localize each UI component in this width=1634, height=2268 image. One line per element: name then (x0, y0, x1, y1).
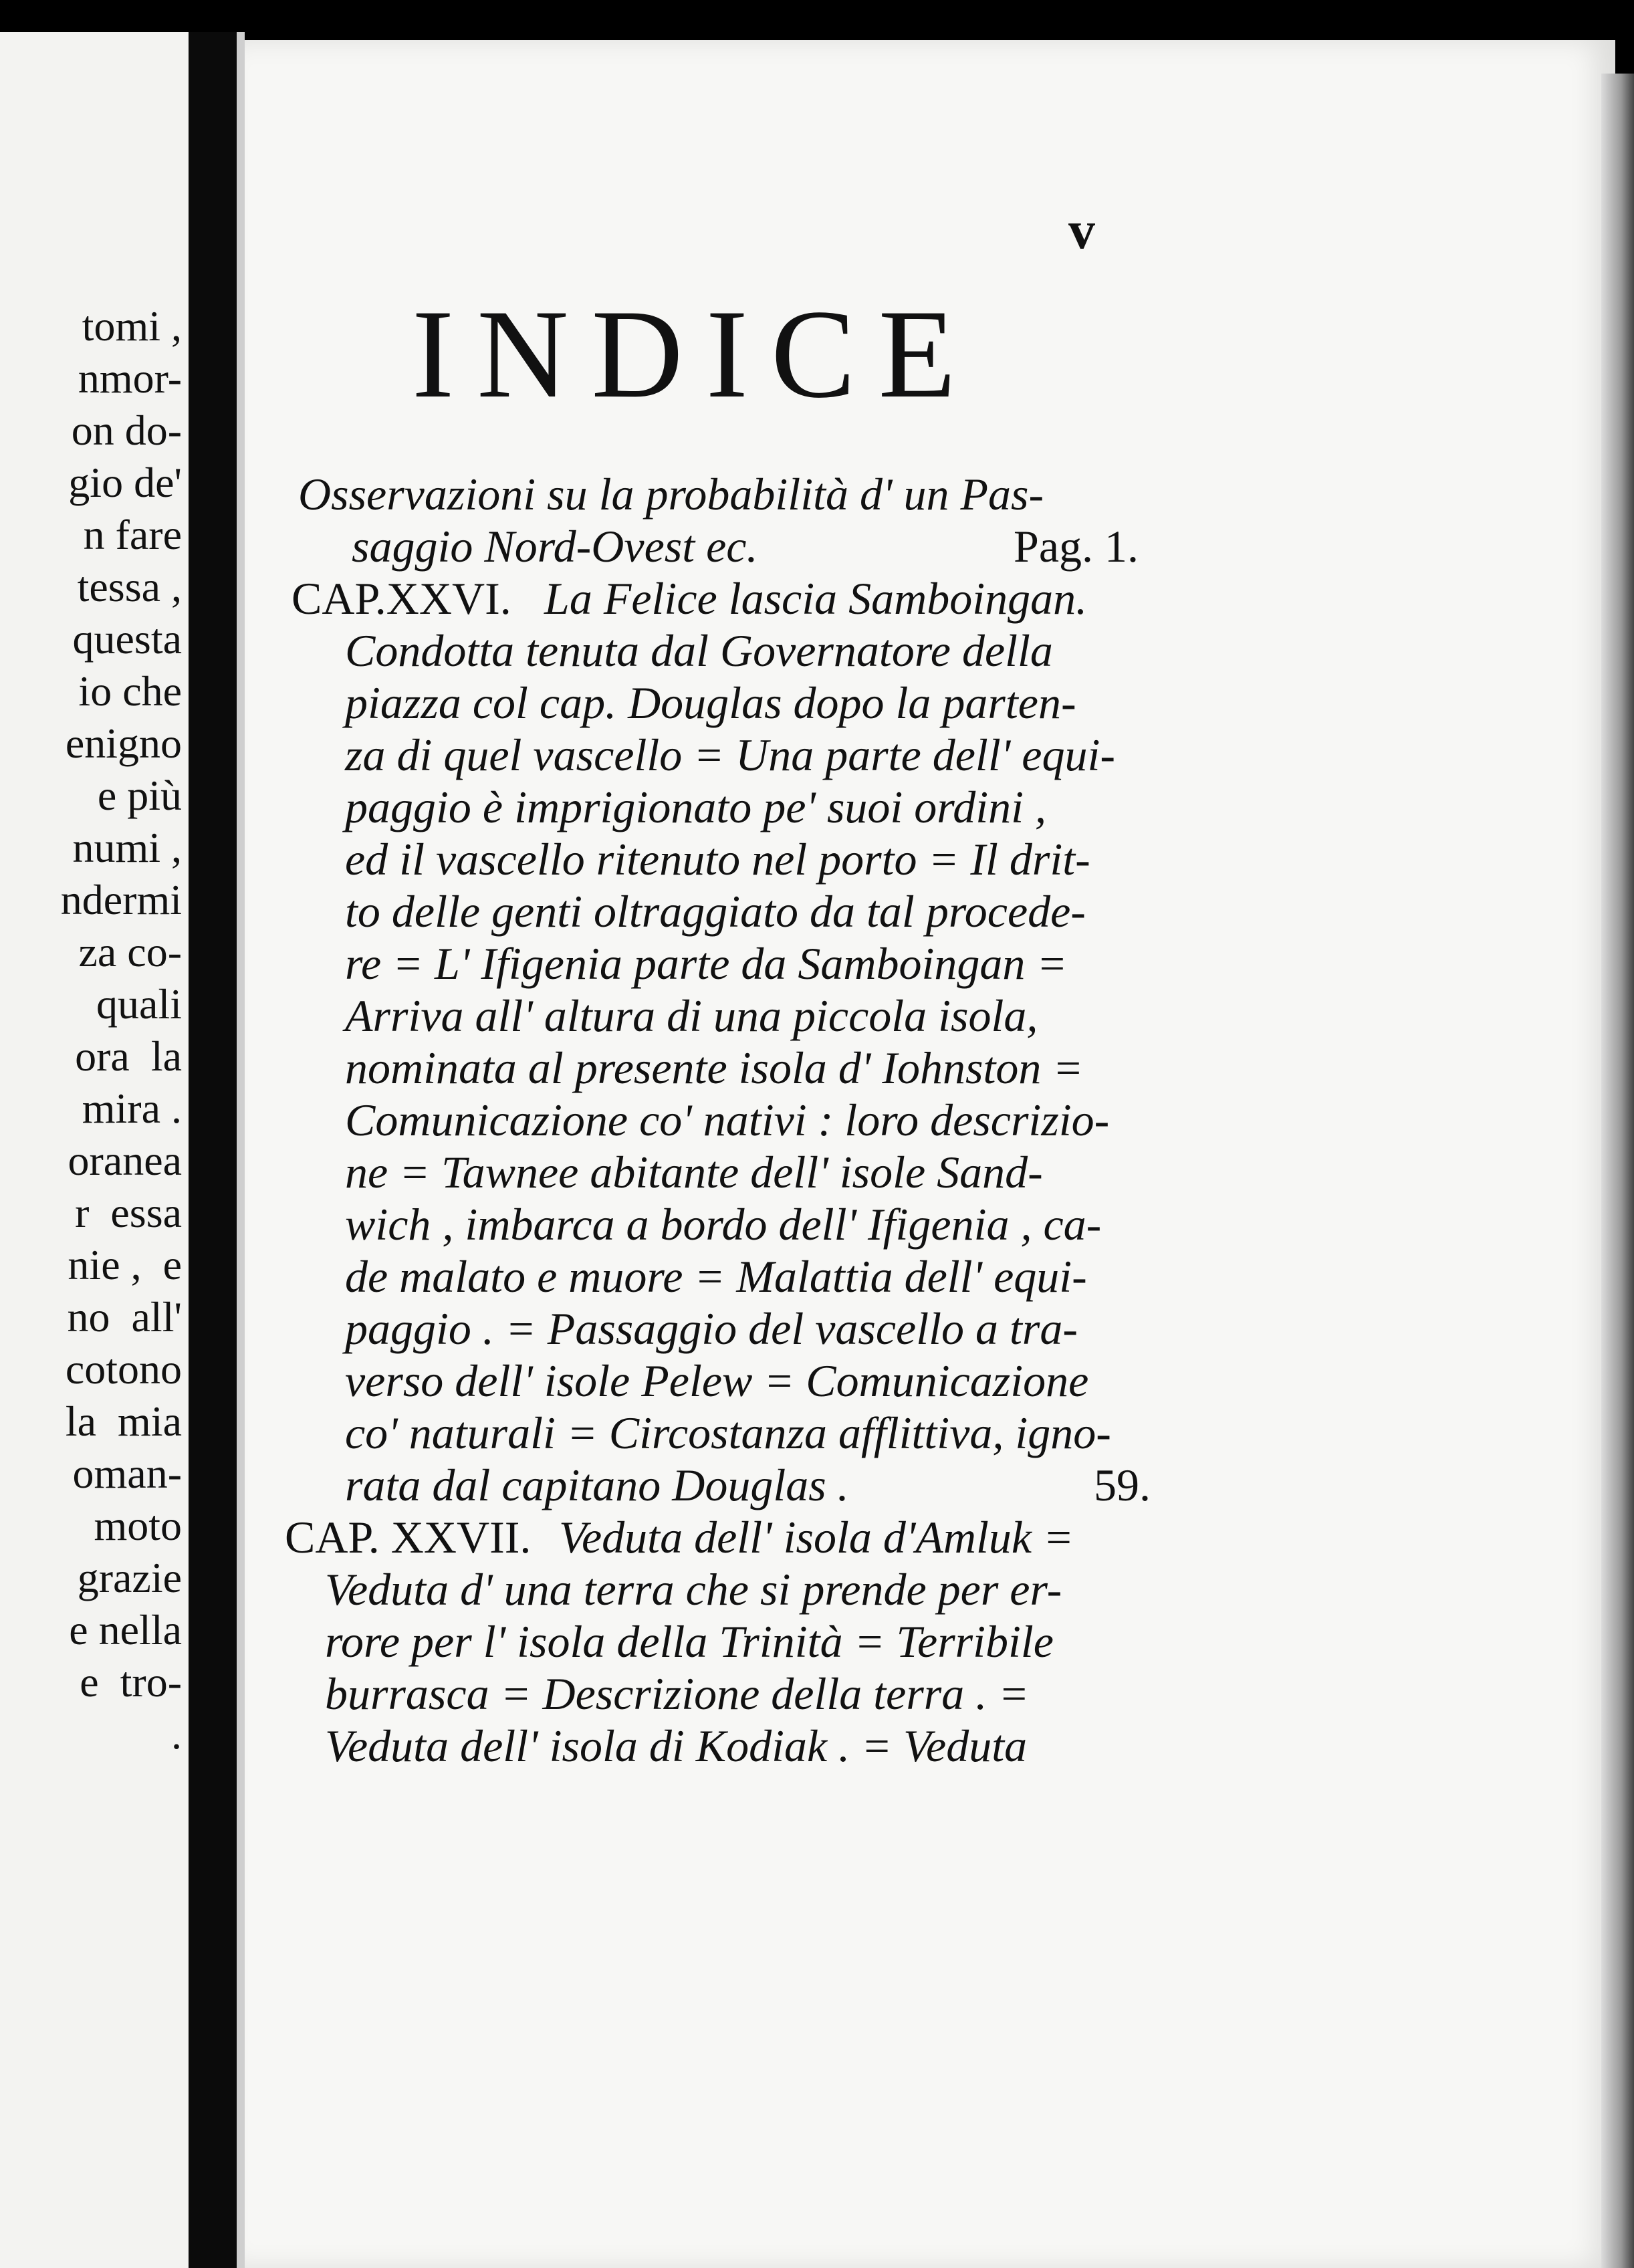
index-line: to delle genti oltraggiato da tal procede- (345, 886, 1086, 937)
left-fragment: grazie (77, 1554, 182, 1601)
index-line: wich , imbarca a bordo dell' Ifigenia , ca- (345, 1199, 1102, 1250)
left-fragment: io che (78, 667, 182, 715)
index-line: Veduta d' una terra che si prende per er- (325, 1564, 1062, 1615)
left-fragment: moto (94, 1502, 182, 1549)
index-line: burrasca = Descrizione della terra . = (325, 1668, 1030, 1719)
left-fragment: mira . (82, 1085, 182, 1132)
index-line: Condotta tenuta dal Governatore della (345, 625, 1053, 676)
left-fragment: e nella (69, 1606, 182, 1654)
index-line: nominata al presente isola d' Iohnston = (345, 1042, 1084, 1093)
left-fragment: nmor- (78, 354, 182, 402)
left-fragment: questa (72, 615, 182, 663)
page-edge (237, 32, 245, 2268)
chapter-heading: CAP. XXVII. (285, 1512, 532, 1563)
index-line: Veduta dell' isola di Kodiak . = Veduta (325, 1720, 1028, 1771)
left-page (0, 32, 189, 2268)
page-reference: 59. (1094, 1460, 1151, 1510)
left-fragment: tomi , (82, 302, 182, 350)
index-line: ne = Tawnee abitante dell' isole Sand- (345, 1147, 1043, 1198)
page-number: v (1068, 201, 1095, 260)
index-line: re = L' Ifigenia parte da Samboingan = (345, 938, 1068, 989)
right-page (245, 40, 1615, 2268)
left-fragment: . (171, 1710, 182, 1758)
chapter-heading: CAP.XXVI. (291, 573, 511, 624)
index-line: verso dell' isole Pelew = Comunicazione (345, 1355, 1089, 1406)
left-fragment: tessa , (77, 563, 182, 610)
index-line: co' naturali = Circostanza afflittiva, igno- (345, 1407, 1111, 1458)
left-fragment: r essa (75, 1189, 182, 1236)
page-edge-right (1601, 74, 1634, 2268)
left-fragment: no all' (67, 1293, 182, 1341)
index-line: paggio . = Passaggio del vascello a tra- (345, 1303, 1078, 1354)
left-fragment: oranea (68, 1137, 182, 1184)
left-fragment: la mia (65, 1397, 182, 1445)
left-fragment: oman- (72, 1450, 182, 1497)
left-fragment: nie , e (68, 1241, 182, 1288)
left-fragment: quali (96, 980, 182, 1028)
index-line: rata dal capitano Douglas . (345, 1460, 849, 1510)
index-line: piazza col cap. Douglas dopo la parten- (345, 677, 1076, 728)
left-fragment: e tro- (80, 1658, 182, 1706)
index-line: Arriva all' altura di una piccola isola, (345, 990, 1038, 1041)
index-line: paggio è imprigionato pe' suoi ordini , (345, 782, 1047, 832)
index-line: Veduta dell' isola d'Amluk = (559, 1512, 1074, 1563)
book-gutter (189, 32, 237, 2268)
left-fragment: za co- (78, 928, 182, 976)
left-fragment: enigno (65, 719, 182, 767)
page-reference: Pag. 1. (1014, 521, 1139, 572)
left-fragment: gio de' (68, 459, 182, 506)
index-line: La Felice lascia Samboingan. (544, 573, 1088, 624)
left-fragment: e più (97, 772, 182, 819)
left-fragment: ora la (75, 1032, 182, 1080)
index-line: saggio Nord-Ovest ec. (352, 521, 758, 572)
left-fragment: on do- (71, 407, 182, 454)
left-fragment: ndermi (60, 876, 182, 923)
left-fragment: numi , (72, 824, 182, 871)
index-line: Osservazioni su la probabilità d' un Pas- (298, 469, 1044, 520)
left-fragment: n fare (83, 511, 182, 558)
index-line: Comunicazione co' nativi : loro descrizio- (345, 1095, 1110, 1145)
index-line: de malato e muore = Malattia dell' equi- (345, 1251, 1087, 1302)
index-line: za di quel vascello = Una parte dell' equi- (345, 729, 1115, 780)
index-line: ed il vascello ritenuto nel porto = Il drit- (345, 834, 1090, 885)
left-fragment: cotono (65, 1345, 182, 1393)
page-title: INDICE (412, 284, 979, 425)
index-line: rore per l' isola della Trinità = Terribile (325, 1616, 1054, 1667)
